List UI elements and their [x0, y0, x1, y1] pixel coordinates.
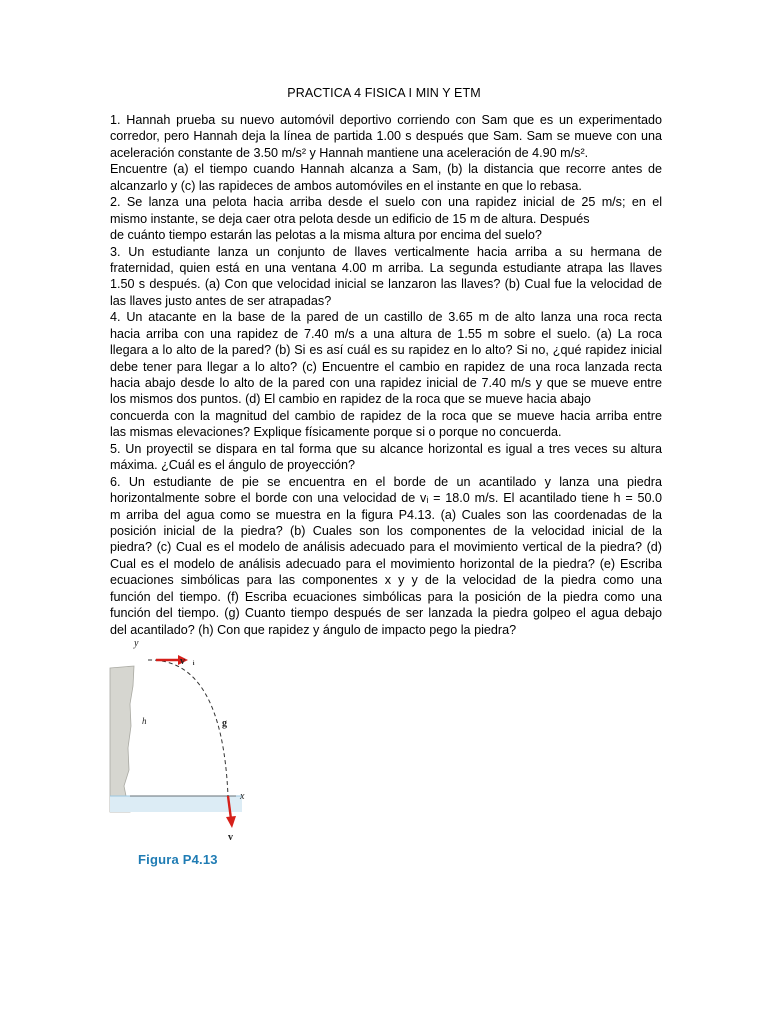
- text-line: hacia arriba con una rapidez de 7.40 m/s a una altura de 1.55 m sobre el suelo. (a) La roca: [110, 326, 662, 341]
- water: [110, 796, 242, 812]
- initial-velocity-label: v⃗ᵢ: [180, 656, 195, 667]
- text-line: función del tiempo. (g) Cuanto tiempo después de ser lanzada la piedra golpeo el agua debajo: [110, 606, 662, 621]
- text-line: 3. Un estudiante lanza un conjunto de llaves verticalmente hacia arriba a su hermana de: [110, 244, 662, 259]
- text-line: de cuánto tiempo estarán las pelotas a la misma altura por encima del suelo?: [110, 228, 542, 243]
- text-line: 5. Un proyectil se dispara en tal forma que su alcance horizontal es igual a tres veces su altura: [110, 441, 662, 456]
- text-line: alcanzarlo y (c) las rapideces de ambos automóviles en el instante en que lo rebasa.: [110, 178, 582, 193]
- text-line: m arriba del agua como se muestra en la figura P4.13. (a) Cuales son las coordenadas de la: [110, 507, 662, 522]
- text-line: 2. Se lanza una pelota hacia arriba desde el suelo con una rapidez inicial de 25 m/s; en el: [110, 195, 662, 210]
- text-line: piedra? (c) Cual es el modelo de análisis adecuado para el movimiento vertical de la piedra? (d): [110, 540, 662, 555]
- final-velocity-arrowhead: [226, 816, 236, 828]
- page-title: PRACTICA 4 FISICA I MIN Y ETM: [287, 86, 481, 100]
- text-line: debe tener para llegar a lo alto? (c) Encuentre el cambio en rapidez de una roca lanzada recta: [110, 359, 662, 374]
- text-line: Encuentre (a) el tiempo cuando Hannah alcanza a Sam, (b) la distancia que recorre antes de: [110, 162, 662, 177]
- text-line: las mismas elevaciones? Explique físicamente porque si o porque no concuerda.: [110, 425, 562, 440]
- cliff-shape: [110, 666, 134, 812]
- gravity-label: g⃗: [222, 718, 235, 729]
- text-line: función del tiempo. (f) Escriba ecuaciones simbólicas para la posición de la piedra como una: [110, 589, 662, 604]
- text-line: posición inicial de la piedra? (b) Cuales son los componentes de la velocidad inicial de la: [110, 523, 662, 538]
- text-line: mismo instante, se deja caer otra pelota desde un edificio de 15 m de altura. Después: [110, 211, 590, 226]
- text-line: del acantilado? (h) Con que rapidez y ángulo de impacto pego la piedra?: [110, 622, 517, 637]
- text-line: las llaves justo antes de ser atrapadas?: [110, 293, 332, 308]
- figure-caption: Figura P4.13: [138, 852, 218, 867]
- text-line: llegara a lo alto de la pared? (b) Si es así cuál es su rapidez en lo alto? Si no, ¿qué rapidez inicial: [110, 343, 662, 358]
- text-line: 4. Un atacante en la base de la pared de un castillo de 3.65 m de alto lanza una roca recta: [110, 310, 662, 325]
- text-line: 1.50 s después. (a) Con que velocidad inicial se lanzaron las llaves? (b) Cual fue la velocidad de: [110, 277, 662, 292]
- text-line: 6. Un estudiante de pie se encuentra en el borde de un acantilado y lanza una piedra: [110, 474, 662, 489]
- problem-text: [110, 112, 662, 638]
- text-line: los mismos dos puntos. (d) El cambio en rapidez de la roca que se mueve hacia abajo: [110, 392, 591, 407]
- text-line: hacia abajo desde lo alto de la pared con una rapidez inicial de 7.40 m/s y que se mueve entre: [110, 376, 662, 390]
- text-line: máxima. ¿Cuál es el ángulo de proyección?: [110, 458, 356, 473]
- text-line: horizontalmente sobre el borde con una velocidad de vᵢ = 18.0 m/s. El acantilado tiene h = 50.0: [110, 491, 662, 506]
- text-line: corredor, pero Hannah deja la línea de partida 1.00 s después que Sam. Sam se mueve con una: [110, 129, 662, 144]
- y-axis-label: y: [134, 638, 139, 649]
- text-line: 1. Hannah prueba su nuevo automóvil deportivo corriendo con Sam que es un experimentado: [110, 113, 662, 127]
- text-line: Cual es el modelo de análisis adecuado para el movimiento horizontal de la piedra? (e) Escriba: [110, 556, 662, 571]
- text-line: fraternidad, quien está en una ventana 4.00 m arriba. La segunda estudiante atrapa las llaves: [110, 260, 662, 275]
- text-line: concuerda con la magnitud del cambio de rapidez de la roca que se mueve hacia arriba entre: [110, 408, 662, 423]
- text-line: aceleración constante de 3.50 m/s² y Hannah mantiene una aceleración de 4.90 m/s².: [110, 145, 589, 160]
- trajectory-path: [148, 660, 228, 796]
- cliff-figure: [104, 636, 264, 876]
- final-velocity-label: v⃗: [228, 832, 241, 843]
- x-axis-label: x: [240, 791, 245, 802]
- text-line: ecuaciones simbólicas para las componentes x y y de la velocidad de la piedra como una: [110, 573, 662, 588]
- height-label: h: [142, 716, 147, 726]
